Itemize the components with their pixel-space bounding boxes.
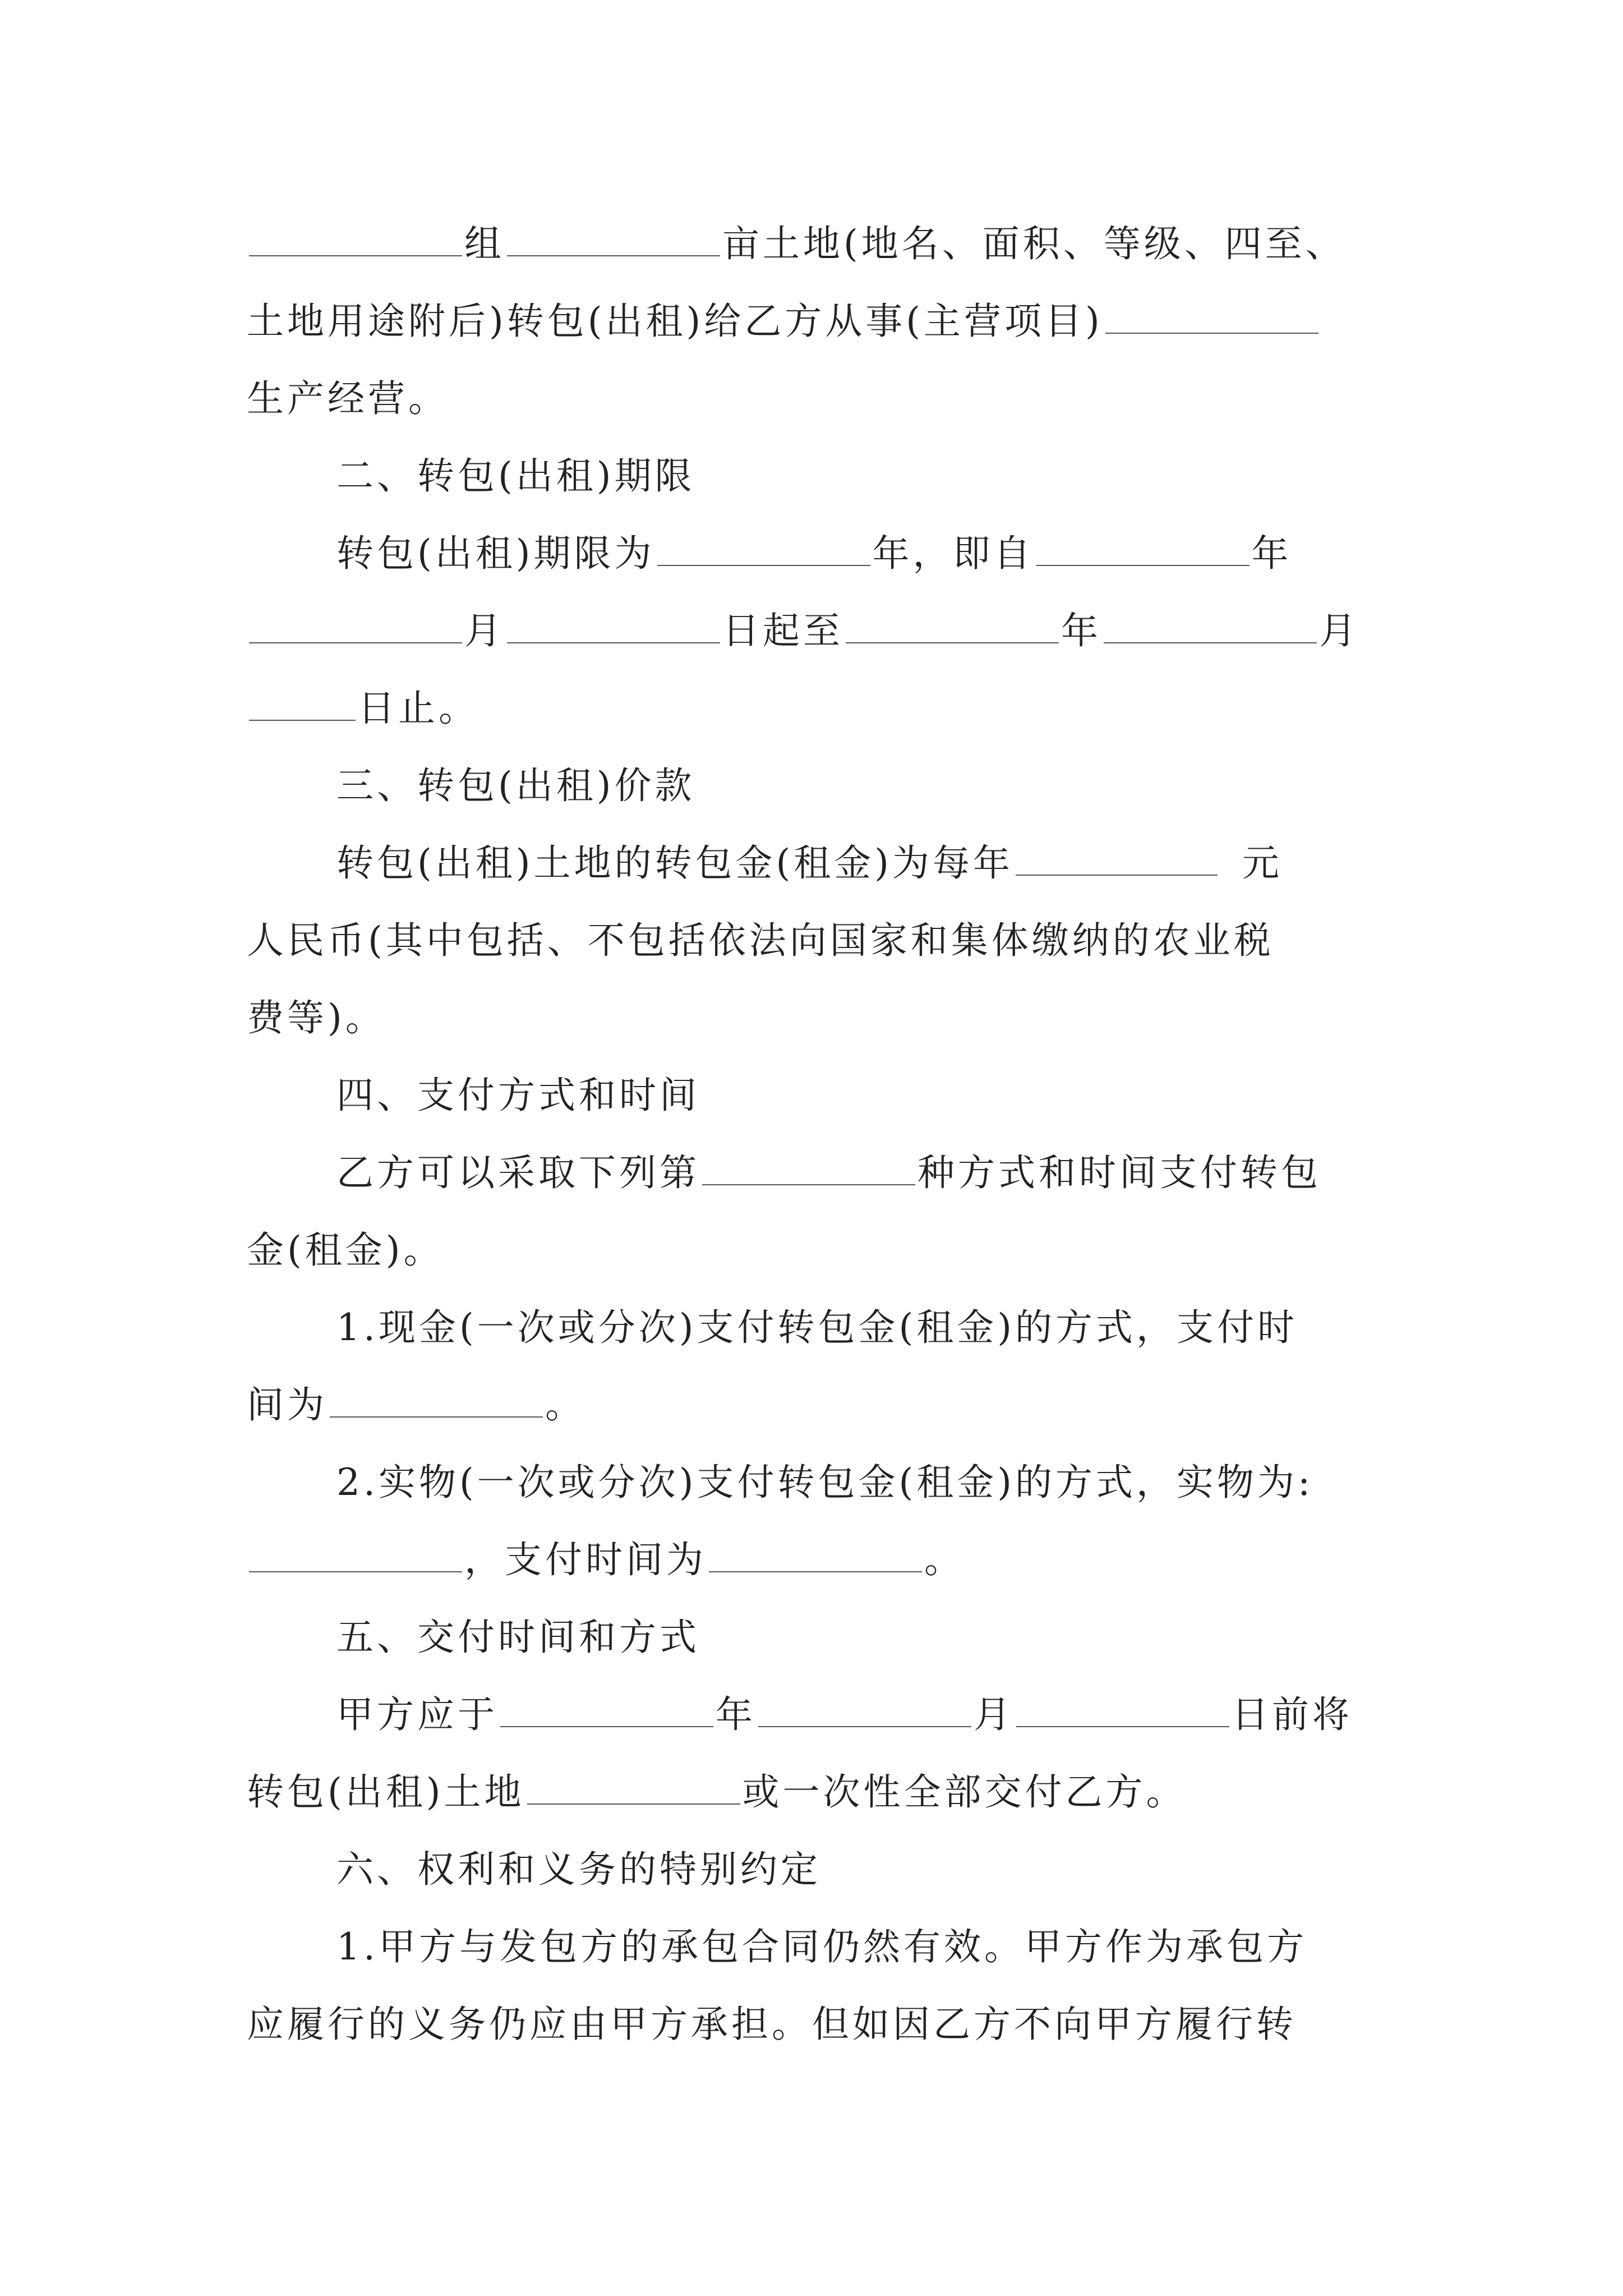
text-line-1 — [247, 213, 1623, 275]
text-segment: 年 — [1061, 609, 1101, 652]
text-segment: 间为 — [247, 1383, 328, 1427]
fill-blank[interactable] — [758, 1689, 971, 1727]
fill-blank[interactable] — [1016, 1689, 1229, 1727]
text-line-15 — [336, 1297, 1623, 1359]
fill-blank[interactable] — [657, 528, 870, 566]
text-line-6 — [247, 600, 1623, 662]
text-segment: 组 — [464, 222, 505, 265]
text-segment: 四、支付方式和时间 — [336, 1074, 700, 1117]
fill-blank[interactable] — [249, 683, 356, 721]
text-line-24 — [247, 1994, 1623, 2055]
text-segment: 转包(出租)土地 — [247, 1770, 525, 1814]
text-segment: 转包(出租)土地的转包金(租金)为每年 — [336, 841, 1013, 885]
text-segment: 费等)。 — [247, 996, 386, 1039]
fill-blank[interactable] — [507, 605, 720, 643]
section-heading-3 — [336, 755, 1623, 817]
text-segment: 日止。 — [358, 687, 479, 730]
fill-blank[interactable] — [249, 605, 462, 643]
text-segment: 亩土地(地名、面积、等级、四至、 — [722, 222, 1346, 265]
text-line-7 — [247, 678, 1623, 739]
text-line-20 — [336, 1684, 1623, 1746]
text-line-10 — [247, 910, 1623, 972]
fill-blank[interactable] — [507, 218, 720, 256]
text-segment: 金(租金)。 — [247, 1228, 444, 1272]
text-line-2 — [247, 291, 1623, 352]
fill-blank[interactable] — [527, 1766, 740, 1805]
text-line-21 — [247, 1761, 1623, 1823]
fill-blank[interactable] — [702, 1147, 915, 1185]
text-segment: 土地用途附后)转包(出租)给乙方从事(主营项目) — [247, 300, 1103, 343]
text-segment: 转包(出租)期限为 — [336, 532, 655, 575]
section-heading-2 — [336, 445, 1623, 507]
text-segment: 年 — [1251, 532, 1292, 575]
fill-blank[interactable] — [1105, 296, 1318, 334]
text-line-13 — [336, 1142, 1623, 1204]
text-line-5 — [336, 523, 1623, 585]
text-line-17 — [336, 1452, 1623, 1513]
text-segment: 元 — [1242, 841, 1283, 885]
text-segment: 月 — [464, 609, 505, 652]
text-segment: 应履行的义务仍应由甲方承担。但如因乙方不向甲方履行转 — [247, 2003, 1297, 2046]
text-segment: 六、权利和义务的特别约定 — [336, 1848, 821, 1891]
fill-blank[interactable] — [500, 1689, 713, 1727]
text-line-14 — [247, 1220, 1623, 1281]
fill-blank[interactable] — [1016, 838, 1218, 876]
text-segment: 月 — [1319, 609, 1359, 652]
fill-blank[interactable] — [1036, 528, 1249, 566]
text-line-9 — [336, 832, 1623, 894]
text-segment: 日前将 — [1232, 1693, 1353, 1736]
text-segment: 三、转包(出租)价款 — [336, 764, 695, 807]
text-segment: 人民币(其中包括、不包括依法向国家和集体缴纳的农业税 — [247, 919, 1274, 962]
text-line-18 — [247, 1529, 1623, 1591]
section-heading-5 — [336, 1607, 1623, 1668]
text-line-23 — [336, 1916, 1623, 1978]
section-heading-6 — [336, 1839, 1623, 1901]
fill-blank[interactable] — [330, 1379, 543, 1418]
text-segment: 生产经营。 — [247, 377, 449, 420]
fill-blank[interactable] — [249, 218, 462, 256]
text-segment: 或一次性全部交付乙方。 — [742, 1770, 1187, 1814]
text-segment: 年 — [716, 1693, 756, 1736]
section-heading-4 — [336, 1065, 1623, 1126]
text-segment: 1.现金(一次或分次)支付转包金(租金)的方式，支付时 — [336, 1306, 1298, 1349]
text-segment: 五、交付时间和方式 — [336, 1616, 700, 1659]
text-segment: 乙方可以采取下列第 — [336, 1151, 700, 1194]
text-segment: 二、转包(出租)期限 — [336, 454, 695, 498]
text-line-16 — [247, 1374, 1623, 1436]
text-segment: 年，即自 — [872, 532, 1034, 575]
text-segment: ，支付时间为 — [464, 1538, 707, 1581]
text-segment: 。 — [924, 1538, 965, 1581]
text-line-3 — [247, 368, 1623, 430]
text-line-11 — [247, 987, 1623, 1049]
text-segment: 日起至 — [722, 609, 843, 652]
text-segment: 甲方应于 — [336, 1693, 498, 1736]
fill-blank[interactable] — [249, 1534, 462, 1572]
text-segment: 。 — [545, 1383, 585, 1427]
fill-blank[interactable] — [709, 1534, 922, 1572]
text-segment: 月 — [974, 1693, 1014, 1736]
text-segment: 种方式和时间支付转包 — [917, 1151, 1321, 1194]
fill-blank[interactable] — [1104, 605, 1317, 643]
fill-blank[interactable] — [846, 605, 1059, 643]
text-segment: 1.甲方与发包方的承包合同仍然有效。甲方作为承包方 — [336, 1925, 1307, 1968]
text-segment: 2.实物(一次或分次)支付转包金(租金)的方式，实物为: — [336, 1461, 1314, 1504]
